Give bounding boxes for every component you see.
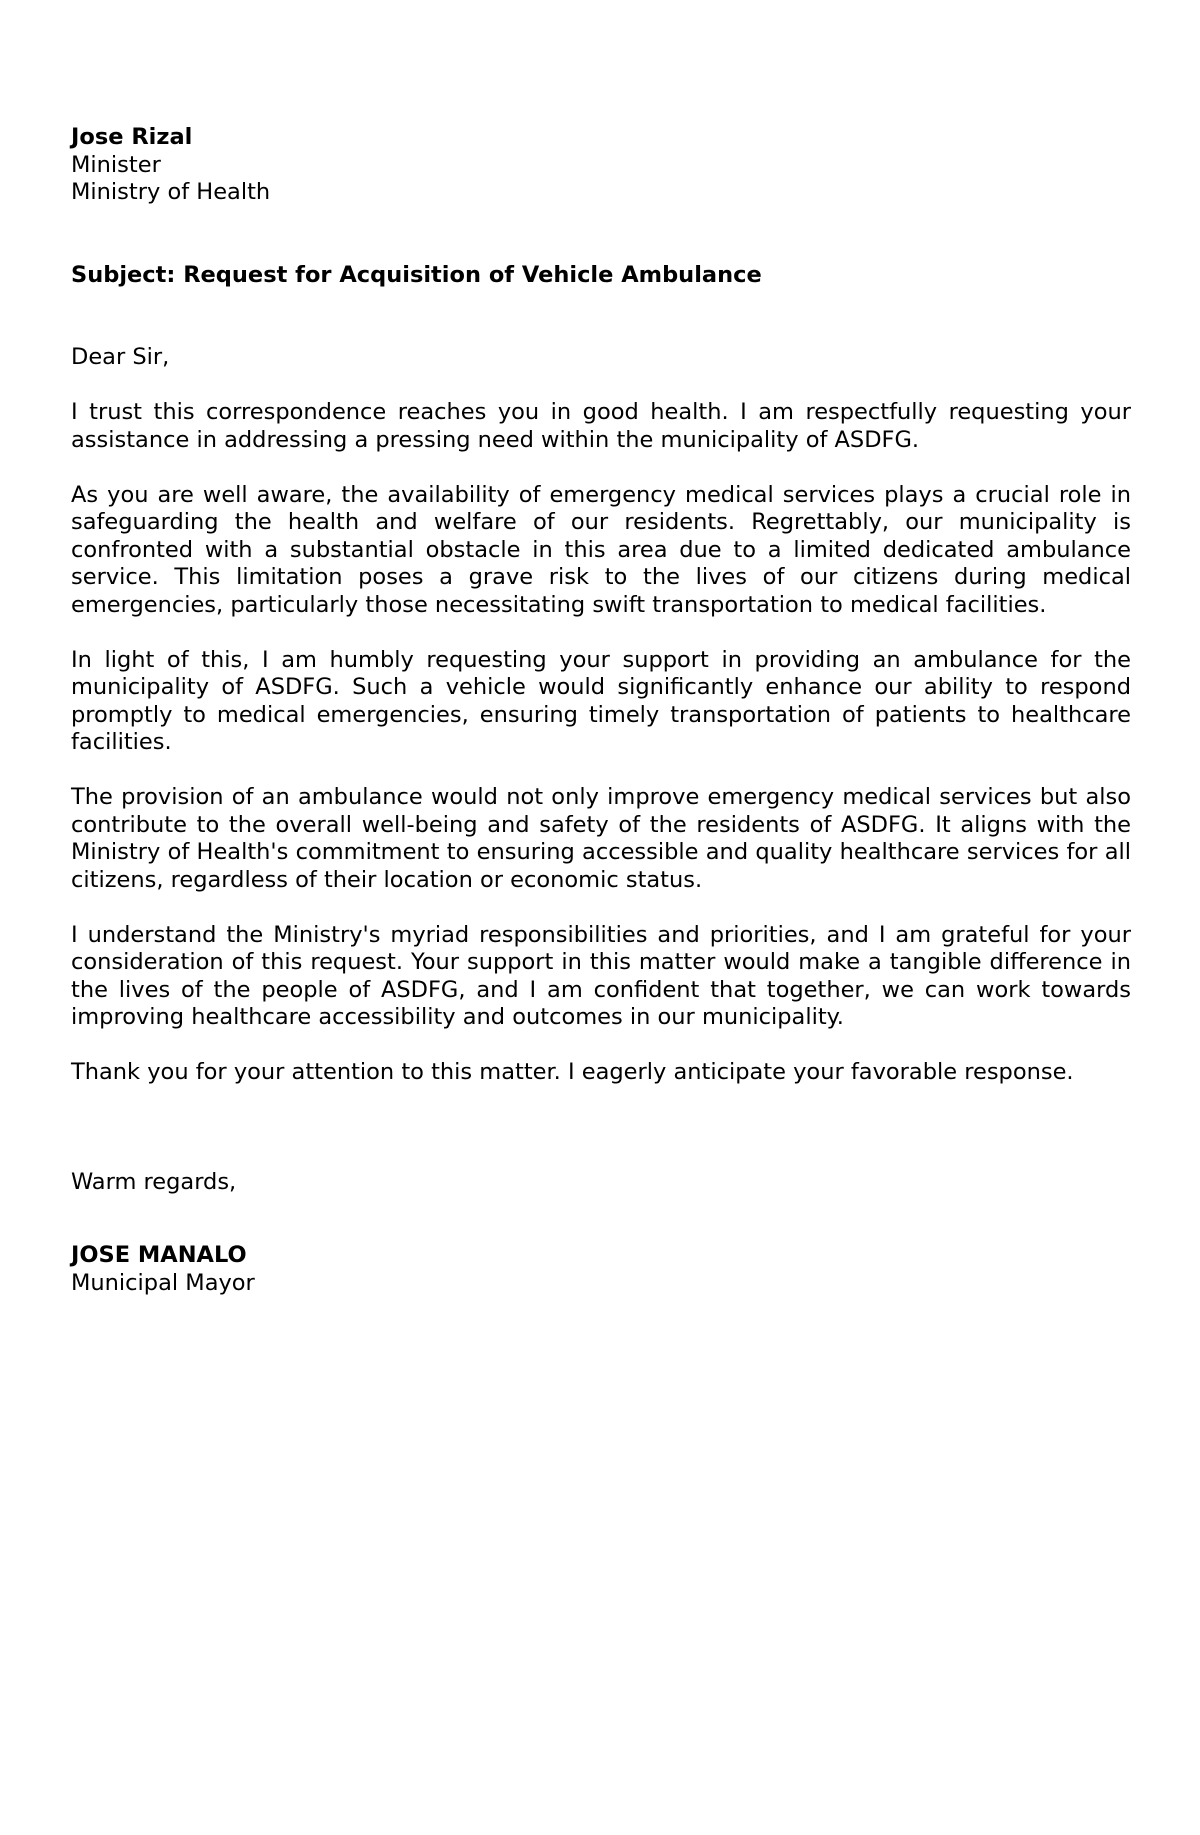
letter-page bbox=[71, 124, 1131, 1297]
salutation: Dear Sir, bbox=[71, 344, 170, 370]
sender-name: JOSE MANALO bbox=[71, 1242, 247, 1268]
body-paragraph-3: In light of this, I am humbly requesting your support in providing an ambulance for the municipality of ASDFG. Such a vehicle would significantly enhance our ability to respond promptly to medical emergencies, ensuring timely transportation of patients to healthcare facilities. bbox=[71, 646, 1131, 755]
body-paragraph-4: The provision of an ambulance would not only improve emergency medical services but also contribute to the overall well-being and safety of the residents of ASDFG. It aligns with the Ministry of Health's commitment to ensuring accessible and quality healthcare services for all citizens, regardless of their location or economic status. bbox=[71, 784, 1131, 893]
signature-block bbox=[71, 1242, 1131, 1297]
subject-line: Subject: Request for Acquisition of Vehicle Ambulance bbox=[71, 261, 762, 288]
body-paragraph-1: I trust this correspondence reaches you in good health. I am respectfully requesting your assistance in addressing a pressing need within the municipality of ASDFG. bbox=[71, 399, 1131, 453]
body-paragraph-2: As you are well aware, the availability of emergency medical services plays a crucial role in safeguarding the health and welfare of our residents. Regrettably, our municipality is confronted with a substantial obstacle in this area due to a limited dedicated ambulance service. This limitation poses a grave risk to the lives of our citizens during medical emergencies, particularly those necessitating swift transportation to medical facilities. bbox=[71, 481, 1131, 618]
body-paragraph-6: Thank you for your attention to this matter. I eagerly anticipate your favorable response. bbox=[71, 1059, 1074, 1085]
recipient-organization: Ministry of Health bbox=[71, 179, 271, 205]
recipient-block bbox=[71, 124, 1131, 207]
closing: Warm regards, bbox=[71, 1168, 237, 1195]
sender-title: Municipal Mayor bbox=[71, 1269, 255, 1296]
body-paragraph-5: I understand the Ministry's myriad responsibilities and priorities, and I am grateful for your consideration of this request. Your support in this matter would make a tangible difference in the lives of the people of ASDFG, and I am confident that together, we can work towards improving healthcare accessibility and outcomes in our municipality. bbox=[71, 921, 1131, 1030]
recipient-title: Minister bbox=[71, 151, 161, 178]
recipient-name: Jose Rizal bbox=[71, 124, 193, 150]
